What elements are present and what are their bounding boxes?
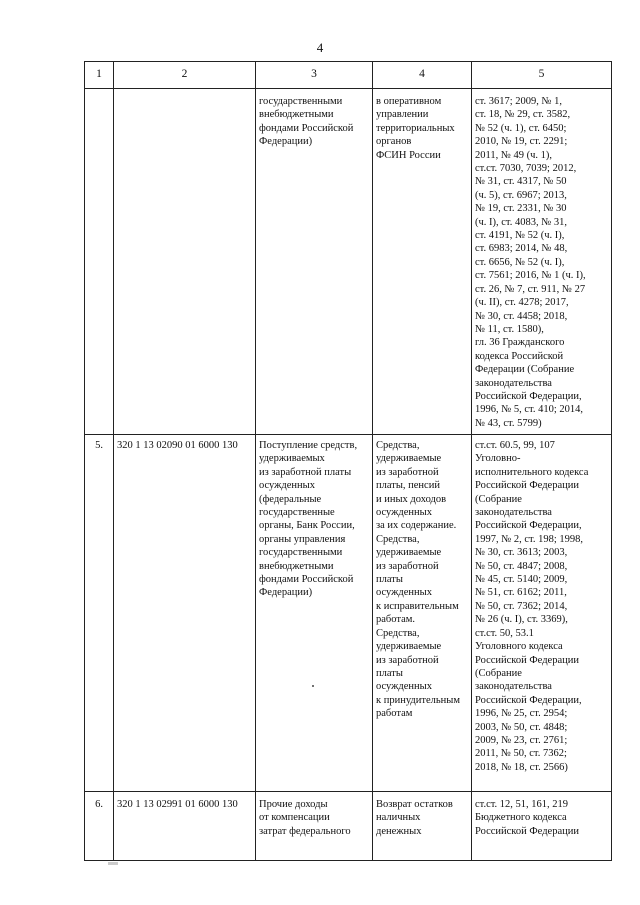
column-header: 2 [114,62,256,89]
budget-code: 320 1 13 02991 01 6000 130 [114,792,256,861]
column-header: 1 [85,62,114,89]
budget-code: 320 1 13 02090 01 6000 130 [114,435,256,792]
legal-basis: ст. 3617; 2009, № 1, ст. 18, № 29, ст. 3582, № 52 (ч. 1), ст. 6450; 2010, № 19, ст. 2291; 2011, № 49 (ч. 1), ст.ст. 7030, 7039; 2012, № 31, ст. 4317, № 50 (ч. 5), ст. 6967; 2013, № 19, ст. 2331, № 30 (ч. I), ст. 4083, № 31, ст. 4191, № 52 (ч. I), ст. 6983; 2014, № 48, ст. 6656, № 52 (ч. I), ст. 7561; 2016, № 1 (ч. I), ст. 26, № 7, ст. 911, № 27 (ч. II), ст. 4278; 2017, № 30, ст. 4458; 2018, № 11, ст. 1580), гл. 36 Гражданского кодекса Российской Федерации (Собрание законодательства Российской Федерации, 1996, № 5, ст. 410; 2014, № 43, ст. 5799) [472,89,612,435]
column-header: 4 [373,62,472,89]
revenue-description: в оперативном управлении территориальных органов ФСИН России [373,89,472,435]
revenue-name: Поступление средств, удерживаемых из заработной платы осужденных (федеральные государственные органы, Банк России, органы управления государственными внебюджетными фондами Российской Федерации) [256,435,373,792]
table-header-row [85,62,612,89]
table-row [85,792,612,861]
column-header: 3 [256,62,373,89]
revenue-name: Прочие доходы от компенсации затрат федерального [256,792,373,861]
page-number: 4 [316,40,324,55]
budget-code [114,89,256,435]
revenue-description: Средства, удерживаемые из заработной платы, пенсий и иных доходов осужденных за их содержание. Средства, удерживаемые из заработной платы осужденных к исправительным работам. Средства, удерживаемые из заработной платы осужденных к принудительным работам [373,435,472,792]
row-number: 5. [85,435,114,792]
table-row [85,89,612,435]
revenue-description: Возврат остатков наличных денежных [373,792,472,861]
legal-basis: ст.ст. 60.5, 99, 107 Уголовно- исполнительного кодекса Российской Федерации (Собрание законодательства Российской Федерации, 1997, № 2, ст. 198; 1998, № 30, ст. 3613; 2003, № 50, ст. 4847; 2008, № 45, ст. 5140; 2009, № 51, ст. 6162; 2011, № 50, ст. 7362; 2014, № 26 (ч. I), ст. 3369), ст.ст. 50, 53.1 Уголовного кодекса Российской Федерации (Собрание законодательства Российской Федерации, 1996, № 25, ст. 2954; 2003, № 50, ст. 4848; 2009, № 23, ст. 2761; 2011, № 50, ст. 7362; 2018, № 18, ст. 2566) [472,435,612,792]
table-row [85,435,612,792]
revenue-name: государственными внебюджетными фондами Российской Федерации) [256,89,373,435]
row-number [85,89,114,435]
scan-smudge [108,862,118,865]
revenue-classification-table [84,61,612,861]
legal-basis: ст.ст. 12, 51, 161, 219 Бюджетного кодекса Российской Федерации [472,792,612,861]
scan-speck [312,685,314,687]
column-header: 5 [472,62,612,89]
row-number: 6. [85,792,114,861]
